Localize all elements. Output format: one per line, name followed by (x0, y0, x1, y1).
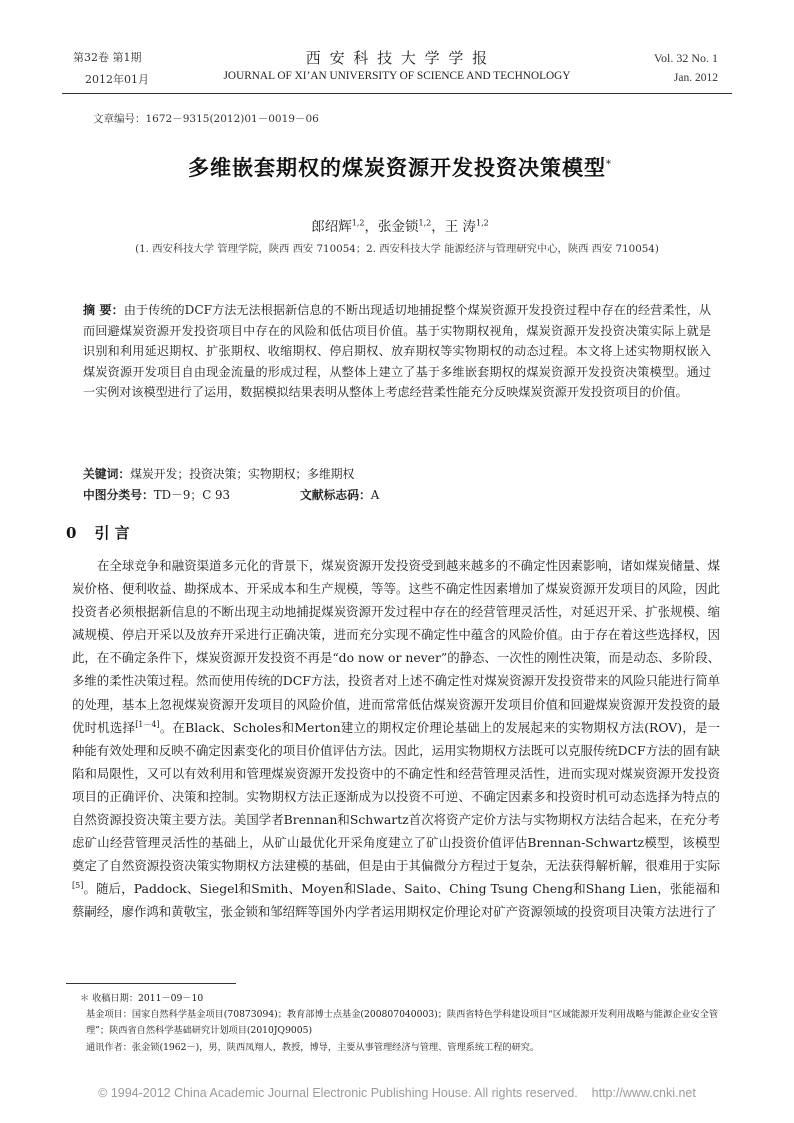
intro-paragraph (72, 554, 720, 924)
author-2: 张金锁 (377, 219, 419, 235)
classification-label: 中图分类号： (83, 488, 154, 502)
article-id: 文章编号：1672－9315(2012)01－0019－06 (93, 113, 319, 125)
author-1-affil: 1,2 (351, 218, 365, 228)
abstract-label: 摘 要： (83, 303, 124, 317)
header-rule (62, 93, 732, 94)
body-text (72, 554, 720, 924)
citation-5: [5] (72, 881, 84, 891)
document-code-value: A (370, 488, 380, 502)
author-sep: ， (431, 219, 445, 235)
document-code-label: 文献标志码： (300, 488, 371, 502)
section-title: 引 言 (94, 524, 130, 542)
section-number: 0 (66, 524, 77, 542)
keywords-label: 关键词： (83, 467, 131, 481)
author-sep: ， (364, 219, 378, 235)
header-volume-en: Vol. 32 No. 1 (653, 51, 718, 65)
intro-text-part1: 在全球竞争和融资渠道多元化的背景下，煤炭资源开发投资受到越来越多的不确定性因素影响，诸如煤炭储量、煤炭价格、便利收益、勘探成本、开采成本和生产规模，等等。这些不确定性因素增加了煤炭资源开发项目的风险，因此投资者必须根据新信息的不断出现主动地捕捉煤炭资源开发过程中存在的经营管理灵活性，对延迟开采、扩张规模、缩减规模、停启开采以及放弃开采进行正确决策，进而充分实现不确定性中蕴含的风险价值。由于存在着这些选择权，因此，在不确定条件下，煤炭资源开发投资不再是“do now or never”的静态、一次性的刚性决策，而是动态、多阶段、多维的柔性决策过程。然而使用传统的DCF方法，投资者对上述不确定性对煤炭资源开发投资带来的风险只能进行简单的处理，基本上忽视煤炭资源开发项目的风险价值，进而常常低估煤炭资源开发项目价值和回避煤炭资源开发投资的最优时机选择 (72, 558, 720, 735)
abstract-text: 由于传统的DCF方法无法根据新信息的不断出现适切地捕捉整个煤炭资源开发投资过程中存在的经营柔性，从而回避煤炭资源开发投资项目中存在的风险和低估项目价值。基于实物期权视角，煤炭资源开发投资决策实际上就是识别和利用延迟期权、扩张期权、收缩期权、停启期权、放弃期权等实物期权的动态过程。本文将上述实物期权嵌入煤炭资源开发项目自由现金流量的形成过程，从整体上建立了基于多维嵌套期权的煤炭资源开发投资决策模型。通过一实例对该模型进行了运用，数据模拟结果表明从整体上考虑经营柔性能充分反映煤炭资源开发投资项目的价值。 (83, 303, 712, 399)
abstract (83, 300, 711, 403)
header-journal-en: JOURNAL OF XI’AN UNIVERSITY OF SCIENCE AND TECHNOLOGY (223, 70, 571, 82)
title-footnote-mark: * (606, 159, 612, 170)
affiliation: (1. 西安科技大学 管理学院，陕西 西安 710054；2. 西安科技大学 能源经济与管理研究中心，陕西 西安 710054) (135, 243, 659, 255)
classification-value: TD－9；C 93 (153, 488, 231, 502)
author-1: 郎绍辉 (311, 219, 352, 235)
paper-title-text: 多维嵌套期权的煤炭资源开发投资决策模型 (188, 155, 606, 180)
header-volume-cn: 第32卷 第1期 (73, 51, 142, 64)
header-date-cn: 2012年01月 (85, 73, 149, 86)
footnote-received: ＊ 收稿日期：2011－09－10 (80, 993, 204, 1004)
citation-1-4: [1－4] (135, 719, 160, 729)
author-2-affil: 1,2 (418, 218, 432, 228)
author-3-affil: 1,2 (476, 218, 489, 228)
author-list (250, 215, 550, 235)
author-3: 王 涛 (444, 219, 477, 235)
header-date-en: Jan. 2012 (673, 72, 718, 84)
document-code (300, 485, 379, 506)
keywords-text: 煤炭开发；投资决策；实物期权；多维期权 (130, 467, 355, 481)
intro-text-part3: 。随后，Paddock、Siegel和Smith、Moyen和Slade、Saito、Ching Tsung Cheng和Shang Lien，张能福和蔡嗣经，廖作鸿和黄敬宝，张金锁和邹绍辉等国外内学者运用期权定价理论对矿产资源领域的投资项目决策方法进行了 (72, 881, 720, 920)
intro-text-part2: 。在Black、Scholes和Merton建立的期权定价理论基础上的发展起来的实物期权方法(ROV)，是一种能有效处理和反映不确定因素变化的项目价值评估方法。因此，运用实物期权方法既可以克服传统DCF方法的固有缺陷和局限性，又可以有效利用和管理煤炭资源开发投资中的不确定性和经营管理灵活性，进而实现对煤炭资源开发投资项目的正确评价、决策和控制。实物期权方法正逐渐成为以投资不可逆、不确定因素多和投资时机可动态选择为特点的自然资源投资决策主要方法。美国学者Brennan和Schwartz首次将资产定价方法与实物期权方法结合起来，在充分考虑矿山经营管理灵活性的基础上，从矿山最优化开采角度建立了矿山投资价值评估Brennan-Schwartz模型，该模型奠定了自然资源投资决策实物期权方法建模的基础，但是由于其偏微分方程过于复杂，无法获得解析解，很难用于实际 (72, 719, 720, 874)
keywords (83, 464, 711, 485)
section-heading (66, 522, 130, 543)
footnotes (80, 991, 720, 1056)
classification (83, 485, 230, 506)
footnote-rule (66, 983, 236, 984)
footnote-fund: 基金项目：国家自然科学基金项目(70873094)；教育部博士点基金(200807040003)；陕西省特色学科建设项目“区域能源开发利用战略与能源企业安全管理”；陕西省自然科学基础研究计划项目(2010JQ9005) (86, 1009, 719, 1037)
header-journal-cn: 西 安 科 技 大 学 学 报 (305, 49, 490, 67)
paper-title (100, 152, 700, 182)
copyright-line: © 1994-2012 China Academic Journal Electronic Publishing House. All rights reserved. http://www.cnki.net (98, 1086, 696, 1100)
footnote-author: 通讯作者：张金锁(1962－)，男，陕西凤翔人，教授，博导，主要从事管理经济与管理、管理系统工程的研究。 (86, 1041, 540, 1053)
